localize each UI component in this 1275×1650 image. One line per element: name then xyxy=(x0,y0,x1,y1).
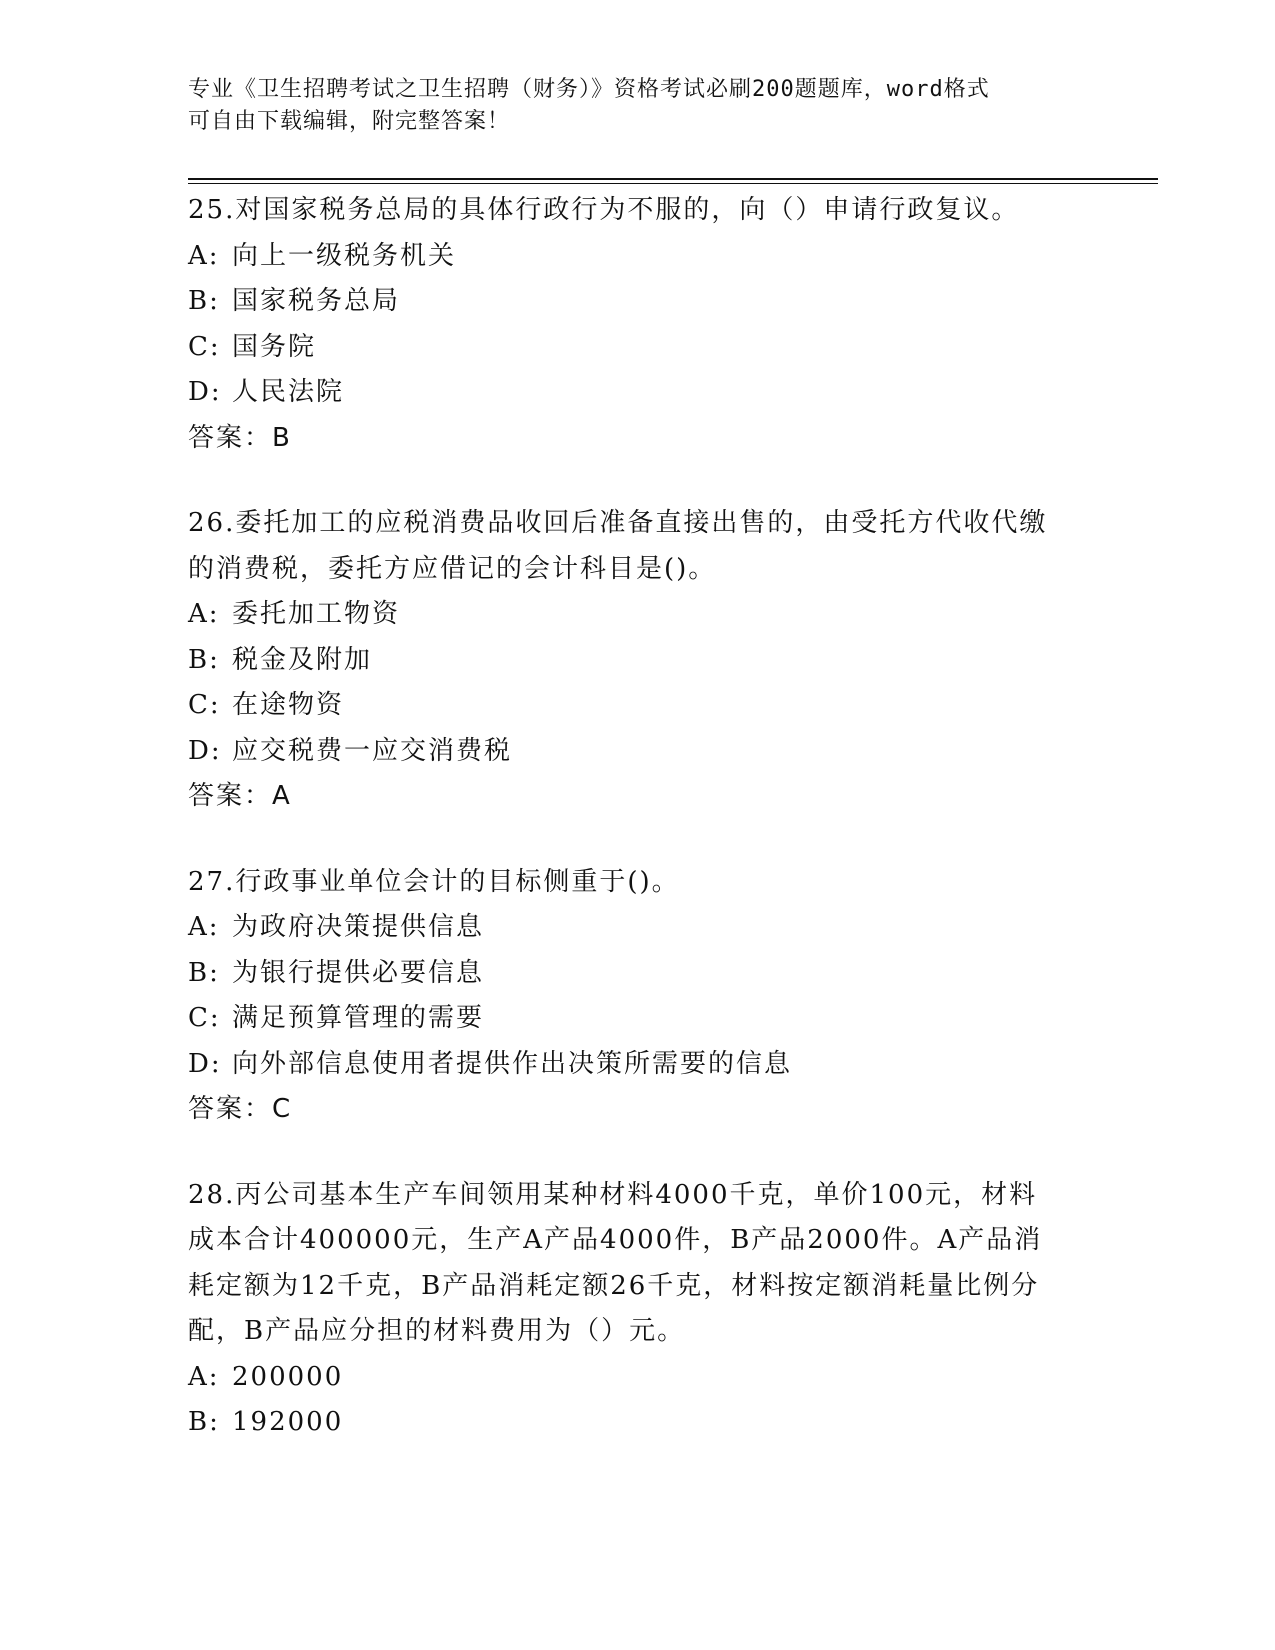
option-text: 应交税费一应交消费税 xyxy=(232,735,513,766)
question-stem: 25.对国家税务总局的具体行政行为不服的，向（）申请行政复议。 xyxy=(188,195,1020,225)
option-key: B: xyxy=(188,1407,220,1437)
option-key: A: xyxy=(188,599,220,629)
option-key: C: xyxy=(188,1003,221,1033)
option-text: 向外部信息使用者提供作出决策所需要的信息 xyxy=(232,1048,793,1079)
option-d xyxy=(188,370,1088,416)
header-divider xyxy=(188,178,1158,184)
option-key: A: xyxy=(188,240,220,271)
option-key: A: xyxy=(188,912,220,942)
option-a xyxy=(188,592,1088,638)
option-a xyxy=(188,1355,1088,1401)
question-26 xyxy=(188,501,1088,820)
question-28 xyxy=(188,1173,1088,1446)
option-d xyxy=(188,729,1088,775)
option-key: B: xyxy=(188,644,220,675)
option-text: 200000 xyxy=(232,1361,344,1392)
option-key: D: xyxy=(188,377,222,407)
question-stem: 26.委托加工的应税消费品收回后准备直接出售的，由受托方代收代缴 xyxy=(188,508,1048,538)
option-key: B: xyxy=(188,286,220,316)
option-text: 委托加工物资 xyxy=(232,599,401,629)
option-c xyxy=(188,996,1088,1042)
option-text: 人民法院 xyxy=(232,377,345,407)
question-27 xyxy=(188,860,1088,1133)
answer-label: 答案：A xyxy=(188,781,292,811)
option-text: 在途物资 xyxy=(232,690,345,720)
option-a xyxy=(188,905,1088,951)
option-c xyxy=(188,683,1088,729)
option-text: 为银行提供必要信息 xyxy=(232,957,485,988)
header-line-1: 专业《卫生招聘考试之卫生招聘（财务）》资格考试必刷200题题库，word格式 xyxy=(188,77,990,102)
option-text: 向上一级税务机关 xyxy=(232,240,457,271)
option-key: C: xyxy=(188,331,221,362)
question-stem: 耗定额为12千克，B产品消耗定额26千克，材料按定额消耗量比例分 xyxy=(188,1270,1040,1301)
question-stem: 成本合计400000元，生产A产品4000件，B产品2000件。A产品消 xyxy=(188,1225,1043,1255)
document-header xyxy=(188,74,1088,138)
option-b xyxy=(188,638,1088,684)
option-key: D: xyxy=(188,735,222,766)
option-b xyxy=(188,1400,1088,1446)
question-list xyxy=(188,188,1088,1486)
header-line-2: 可自由下载编辑，附完整答案！ xyxy=(188,109,511,134)
option-text: 税金及附加 xyxy=(232,644,373,675)
option-text: 满足预算管理的需要 xyxy=(232,1003,485,1033)
question-stem: 27.行政事业单位会计的目标侧重于()。 xyxy=(188,866,680,897)
option-key: B: xyxy=(188,957,220,988)
answer-label: 答案：B xyxy=(188,422,292,453)
question-stem: 28.丙公司基本生产车间领用某种材料4000千克，单价100元，材料 xyxy=(188,1179,1038,1210)
option-a xyxy=(188,234,1088,280)
option-text: 192000 xyxy=(232,1407,344,1437)
option-key: D: xyxy=(188,1048,222,1079)
option-key: A: xyxy=(188,1361,220,1392)
question-stem: 配，B产品应分担的材料费用为（）元。 xyxy=(188,1316,686,1346)
option-c xyxy=(188,325,1088,371)
question-stem: 的消费税，委托方应借记的会计科目是()。 xyxy=(188,553,717,584)
option-b xyxy=(188,951,1088,997)
option-b xyxy=(188,279,1088,325)
question-25 xyxy=(188,188,1088,461)
answer-label: 答案：C xyxy=(188,1094,293,1124)
option-key: C: xyxy=(188,690,221,720)
option-text: 国务院 xyxy=(232,331,317,362)
option-d xyxy=(188,1042,1088,1088)
option-text: 为政府决策提供信息 xyxy=(232,912,485,942)
option-text: 国家税务总局 xyxy=(232,286,401,316)
